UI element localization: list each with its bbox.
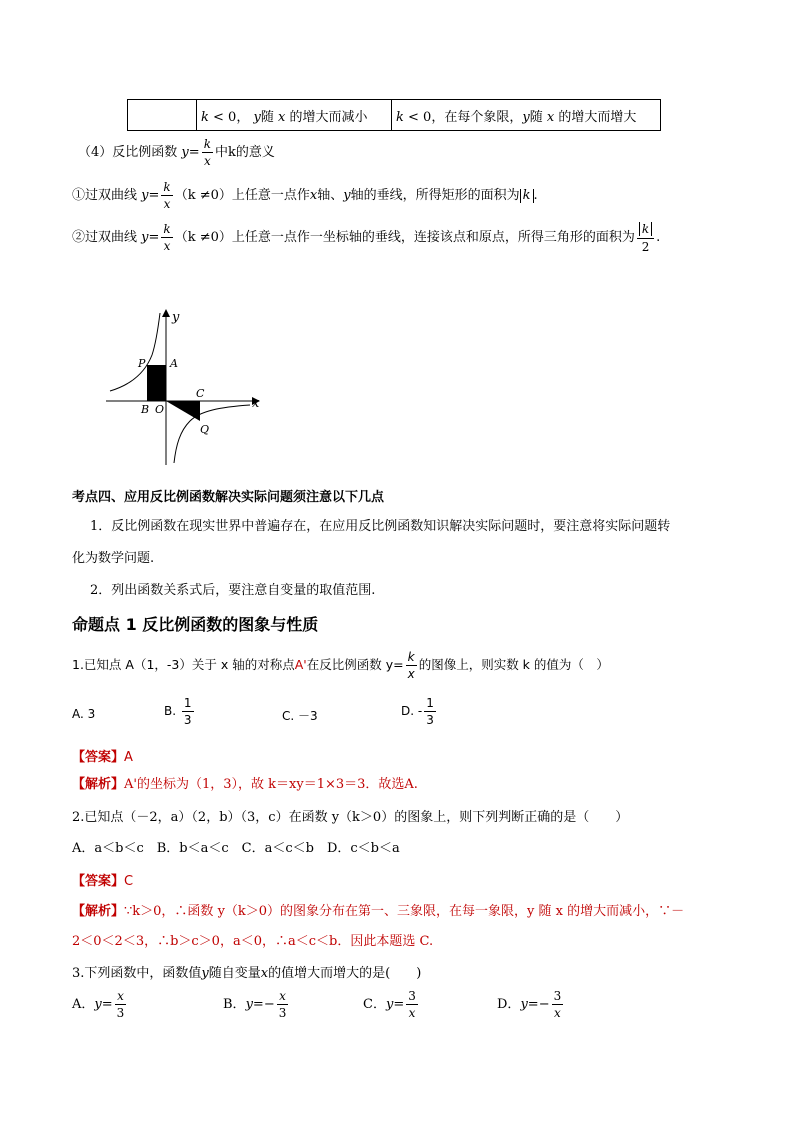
section-4-heading: （4）反比例函数 y= $\frac{k}{x}$ 中k的意义 (78, 137, 275, 168)
kaodian-4-point-2: 2．列出函数关系式后，要注意自变量的取值范围. (90, 583, 376, 598)
question-3-options (72, 990, 672, 1030)
item-2-triangle-area: ②过双曲线 y= $\frac{k}{x}$ （k ≠0）上任意一点作一坐标轴的垂线，连接该点和原点，所得三角形的面积为 $\frac{k}{2}$ . (72, 222, 661, 254)
option-a: A．y= $\frac{x}{3}$ (72, 989, 125, 1020)
option-b: B．y=− $\frac{x}{3}$ (223, 989, 287, 1020)
option-b: B. $\frac{1}{3}$ (164, 696, 192, 727)
label-C: C (196, 387, 205, 400)
triangle-OCQ (166, 401, 200, 421)
table-cell-k-lt-0-decreasing: k < 0， y随 x 的增大而减小 (197, 100, 392, 131)
question-1-stem: 1.已知点 A（1，-3）关于 x 轴的对称点A'在反比例函数 y= $\frac{k}{x}$ 的图像上，则实数 k 的值为（ ） (72, 650, 609, 681)
question-2-options: A．a＜b＜c B．b＜a＜c C．a＜c＜b D．c＜b＜a (72, 841, 400, 856)
fraction-k-over-x: $\frac{k}{x}$ (163, 222, 171, 253)
absolute-value-k: k (520, 189, 534, 203)
hyperbola-graph (100, 305, 270, 470)
question-1-answer: 【答案】A (72, 750, 133, 765)
table-row (128, 100, 661, 131)
fraction-k-over-x: $\frac{k}{x}$ (407, 650, 415, 681)
label-P: P (138, 357, 146, 370)
option-c: C. －3 (282, 709, 318, 723)
option-d: D. - $\frac{1}{3}$ (401, 696, 434, 727)
option-d: D．y=− $\frac{3}{x}$ (497, 989, 562, 1020)
question-2-analysis-line-2: 2＜0＜2＜3，∴b＞c＞0，a＜0，∴a＜c＜b．因此本题选 C. (72, 934, 434, 949)
item-1-rectangle-area: ①过双曲线 y= $\frac{k}{x}$ （k ≠0）上任意一点作x轴、y轴的垂线，所得矩形的面积为 k . (72, 180, 538, 211)
label-y: y (172, 310, 180, 325)
question-3-stem: 3.下列函数中，函数值y随自变量x的值增大而增大的是( ) (72, 966, 422, 981)
property-table (127, 99, 661, 131)
y-axis-arrow-icon (162, 309, 170, 317)
table-cell-empty (128, 100, 197, 131)
option-a: A. 3 (72, 707, 96, 721)
fraction-k-over-x: $\frac{k}{x}$ (163, 180, 171, 211)
label-Q: Q (200, 423, 210, 436)
question-2-answer: 【答案】C (72, 874, 134, 889)
table-cell-k-lt-0-increasing: k < 0，在每个象限，y随 x 的增大而增大 (392, 100, 661, 131)
question-2-analysis-line-1: 【解析】∵k＞0，∴函数 y（k＞0）的图象分布在第一、三象限，在每一象限，y 随 x 的增大而减小，∵－ (72, 904, 685, 919)
label-O: O (155, 403, 165, 416)
kaodian-4-title: 考点四、应用反比例函数解决实际问题须注意以下几点 (72, 490, 385, 505)
question-2-stem: 2.已知点（－2，a）（2，b）（3，c）在函数 y（k＞0）的图象上，则下列判断正确的是（ ） (72, 810, 629, 825)
rectangle-PABO (147, 365, 166, 401)
label-B: B (141, 403, 150, 416)
question-1-analysis: 【解析】A'的坐标为（1，3），故 k＝xy＝1×3＝3．故选A. (72, 777, 418, 792)
option-c: C．y= $\frac{3}{x}$ (363, 989, 416, 1020)
hyperbola-branch-lower-right (174, 405, 250, 463)
label-A: A (170, 357, 178, 370)
section-heading: 命题点 1 反比例函数的图象与性质 (72, 615, 319, 634)
kaodian-4-point-1-line-1: 1．反比例函数在现实世界中普遍存在，在应用反比例函数知识解决实际问题时，要注意将实际问题转 (90, 519, 671, 534)
label-x: x (252, 396, 260, 411)
fraction-abs-k-over-2: $\frac{k}{2}$ (637, 222, 654, 253)
fraction-k-over-x: $\frac{k}{x}$ (203, 137, 211, 168)
kaodian-4-point-1-line-2: 化为数学问题. (72, 551, 155, 566)
